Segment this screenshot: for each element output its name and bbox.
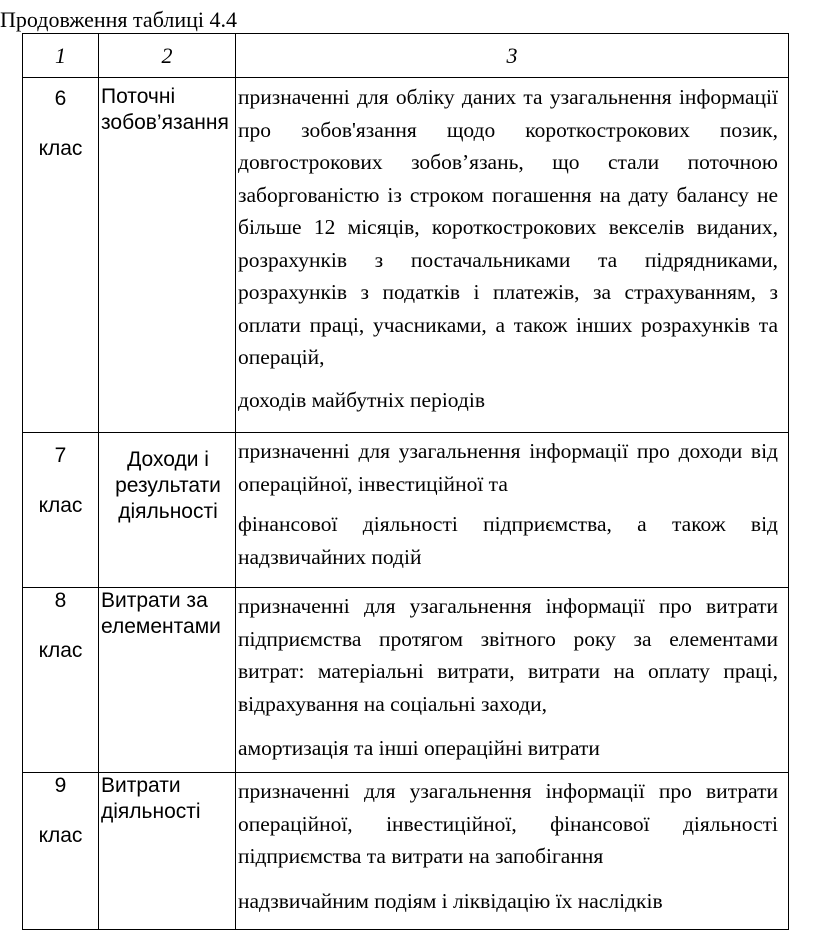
header-col-3: 3 xyxy=(236,34,789,78)
class-description-cell xyxy=(236,773,789,930)
class-description-tail: фінансової діяльності підприємства, а також від надзвичайних подій xyxy=(238,512,778,569)
class-description: призначенні для узагальнення інформації про витрати підприємства протягом звітного року за елементами витрат: матеріальні витрати, витрати на оплату праці, відрахування на соціальні заходи, xyxy=(238,594,778,716)
header-col-2: 2 xyxy=(99,34,236,78)
class-name-line: Витрати за xyxy=(101,589,208,612)
class-name-line: діяльності xyxy=(118,500,218,523)
class-number: 7 xyxy=(54,444,67,467)
class-number: 9 xyxy=(54,774,67,797)
class-name-cell xyxy=(99,433,236,588)
table-header-row xyxy=(23,34,789,78)
accounts-table xyxy=(22,33,789,930)
class-name-cell xyxy=(99,78,236,433)
class-number-cell xyxy=(23,773,99,930)
class-description: призначенні для узагальнення інформації про доходи від операційної, інвестиційної та xyxy=(238,439,778,496)
class-description-cell xyxy=(236,433,789,588)
class-name-line: Доходи і xyxy=(127,448,209,471)
class-name-line: Витрати xyxy=(101,774,181,797)
table-row xyxy=(23,78,789,433)
class-description-cell xyxy=(236,78,789,433)
class-label: клас xyxy=(38,639,83,662)
class-name-line: результати xyxy=(115,474,221,497)
class-number: 8 xyxy=(54,589,67,612)
class-description-cell xyxy=(236,588,789,773)
header-col-1: 1 xyxy=(23,34,99,78)
class-name-line: елементами xyxy=(101,615,221,638)
table-row xyxy=(23,588,789,773)
class-description-tail: надзвичайним подіям і ліквідацію їх наслідків xyxy=(238,888,663,913)
class-label: клас xyxy=(38,494,83,517)
class-label: клас xyxy=(38,824,83,847)
class-description: призначенні для обліку даних та узагальнення інформації про зобов'язання щодо короткострокових позик, довгострокових зобов’язань, що стали поточною заборгованістю із строком погашення на дату балансу не більше 12 місяців, короткострокових векселів виданих, розрахунків з постачальниками та підрядниками, розрахунків з податків і платежів, за страхуванням, з оплати праці, учасниками, а також інших розрахунків та операцій, xyxy=(238,85,778,369)
class-description-tail: амортизація та інші операційні витрати xyxy=(238,736,600,760)
class-name-line: зобов’язання xyxy=(101,111,229,134)
table-caption: Продовження таблиці 4.4 xyxy=(0,7,237,32)
class-number: 6 xyxy=(54,87,67,110)
class-number-cell xyxy=(23,588,99,773)
class-name-line: діяльності xyxy=(101,800,201,823)
class-name-cell xyxy=(99,588,236,773)
table-row xyxy=(23,433,789,588)
table-row xyxy=(23,773,789,930)
class-description-tail: доходів майбутніх періодів xyxy=(238,387,485,412)
class-number-cell xyxy=(23,433,99,588)
class-label: клас xyxy=(38,137,83,160)
class-description: призначенні для узагальнення інформації про витрати операційної, інвестиційної, фінансової діяльності підприємства та витрати на запобігання xyxy=(238,779,778,868)
class-number-cell xyxy=(23,78,99,433)
class-name-line: Поточні xyxy=(101,85,176,108)
class-name-cell xyxy=(99,773,236,930)
